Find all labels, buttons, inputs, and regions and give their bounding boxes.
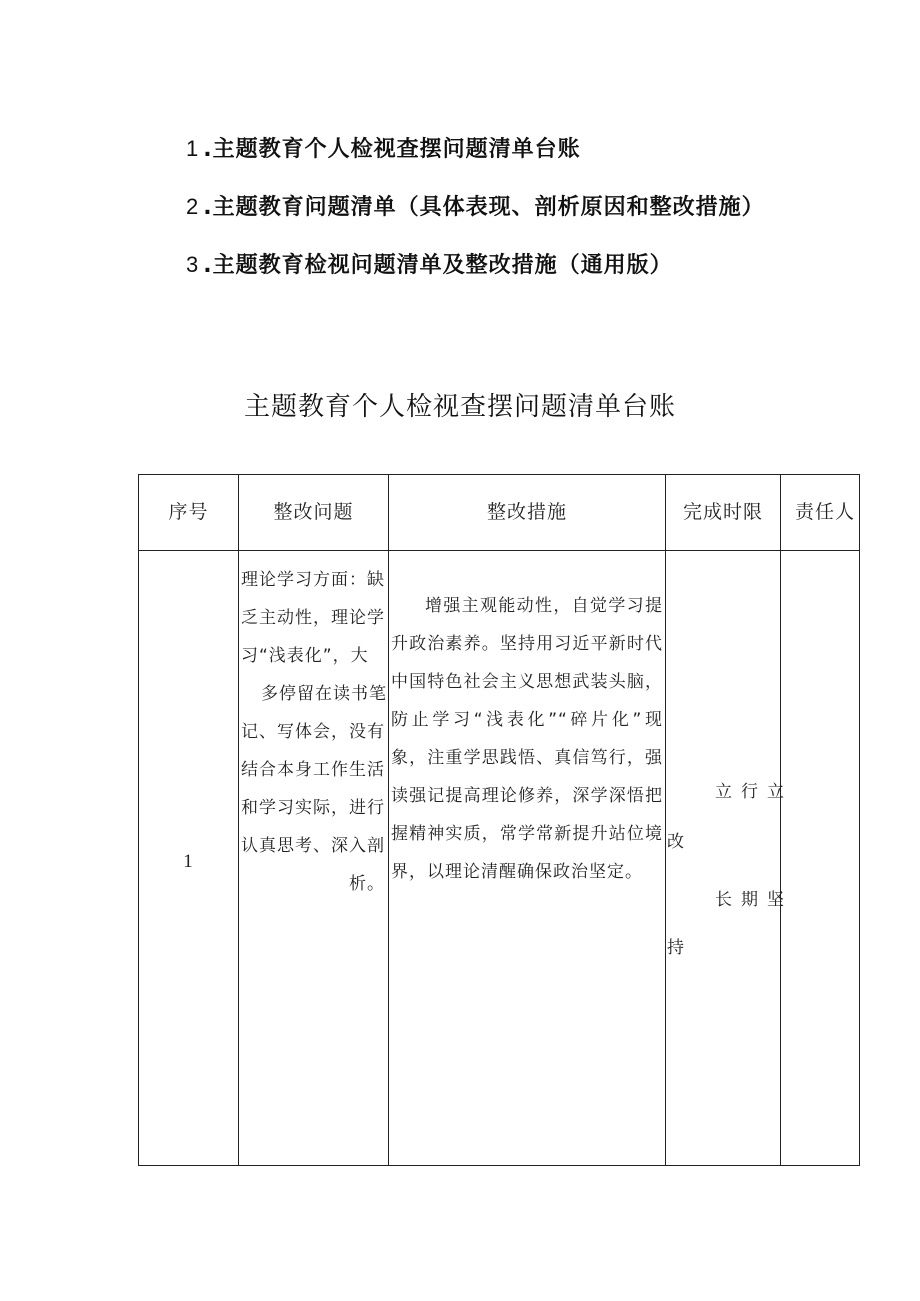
header-problem: 整改问题 xyxy=(273,501,354,523)
toc-item xyxy=(186,132,765,190)
header-measure: 整改措施 xyxy=(486,501,567,523)
toc-number: 3 xyxy=(186,252,200,277)
problem-line: 结合本身工作生活 xyxy=(241,760,385,780)
column-divider xyxy=(238,475,239,1165)
header-divider xyxy=(139,550,859,551)
deadline-char: 改 xyxy=(667,832,684,852)
toc-item xyxy=(186,248,765,306)
problem-line: 多停留在读书笔 xyxy=(261,684,387,704)
header-index: 序号 xyxy=(168,501,209,523)
header-deadline: 完成时限 xyxy=(682,501,763,523)
toc-item xyxy=(186,190,765,248)
problem-cell xyxy=(241,561,389,903)
measure-cell: 增强主观能动性，自觉学习提升政治素养。坚持用习近平新时代中国特色社会主义思想武装头脑，防止学习“浅表化”“碎片化”现象，注重学思践悟、真信笃行，强读强记提高理论修养，深学深悟把握精神实质，常学常新提升站位境界，以理论清醒确保政治坚定。 xyxy=(391,596,663,882)
document-title: 主题教育个人检视查摆问题清单台账 xyxy=(243,392,676,422)
problem-line: 认真思考、深入剖 xyxy=(241,836,385,856)
toc-text: .主题教育个人检视查摆问题清单台账 xyxy=(203,137,581,162)
problem-line: 和学习实际，进行 xyxy=(241,798,385,818)
toc-text: .主题教育问题清单（具体表现、剖析原因和整改措施） xyxy=(203,195,765,220)
toc-text: .主题教育检视问题清单及整改措施（通用版） xyxy=(203,253,673,278)
toc-number: 1 xyxy=(186,136,200,161)
ledger-table xyxy=(138,474,860,1166)
toc-number: 2 xyxy=(186,194,200,219)
problem-line: 习“浅表化”，大 xyxy=(241,646,369,666)
deadline-line: 长期坚 xyxy=(715,890,793,910)
column-divider xyxy=(780,475,781,1165)
column-divider xyxy=(665,475,666,1165)
deadline-char: 持 xyxy=(667,938,684,958)
row-index: 1 xyxy=(183,851,194,872)
problem-line: 乏主动性，理论学 xyxy=(241,608,385,628)
toc-list xyxy=(186,132,765,306)
deadline-line: 立行立 xyxy=(715,782,793,802)
header-owner: 责任人 xyxy=(795,501,856,523)
problem-line: 析。 xyxy=(349,874,385,894)
problem-line: 记、写体会，没有 xyxy=(241,722,385,742)
problem-line: 理论学习方面：缺 xyxy=(241,570,385,590)
